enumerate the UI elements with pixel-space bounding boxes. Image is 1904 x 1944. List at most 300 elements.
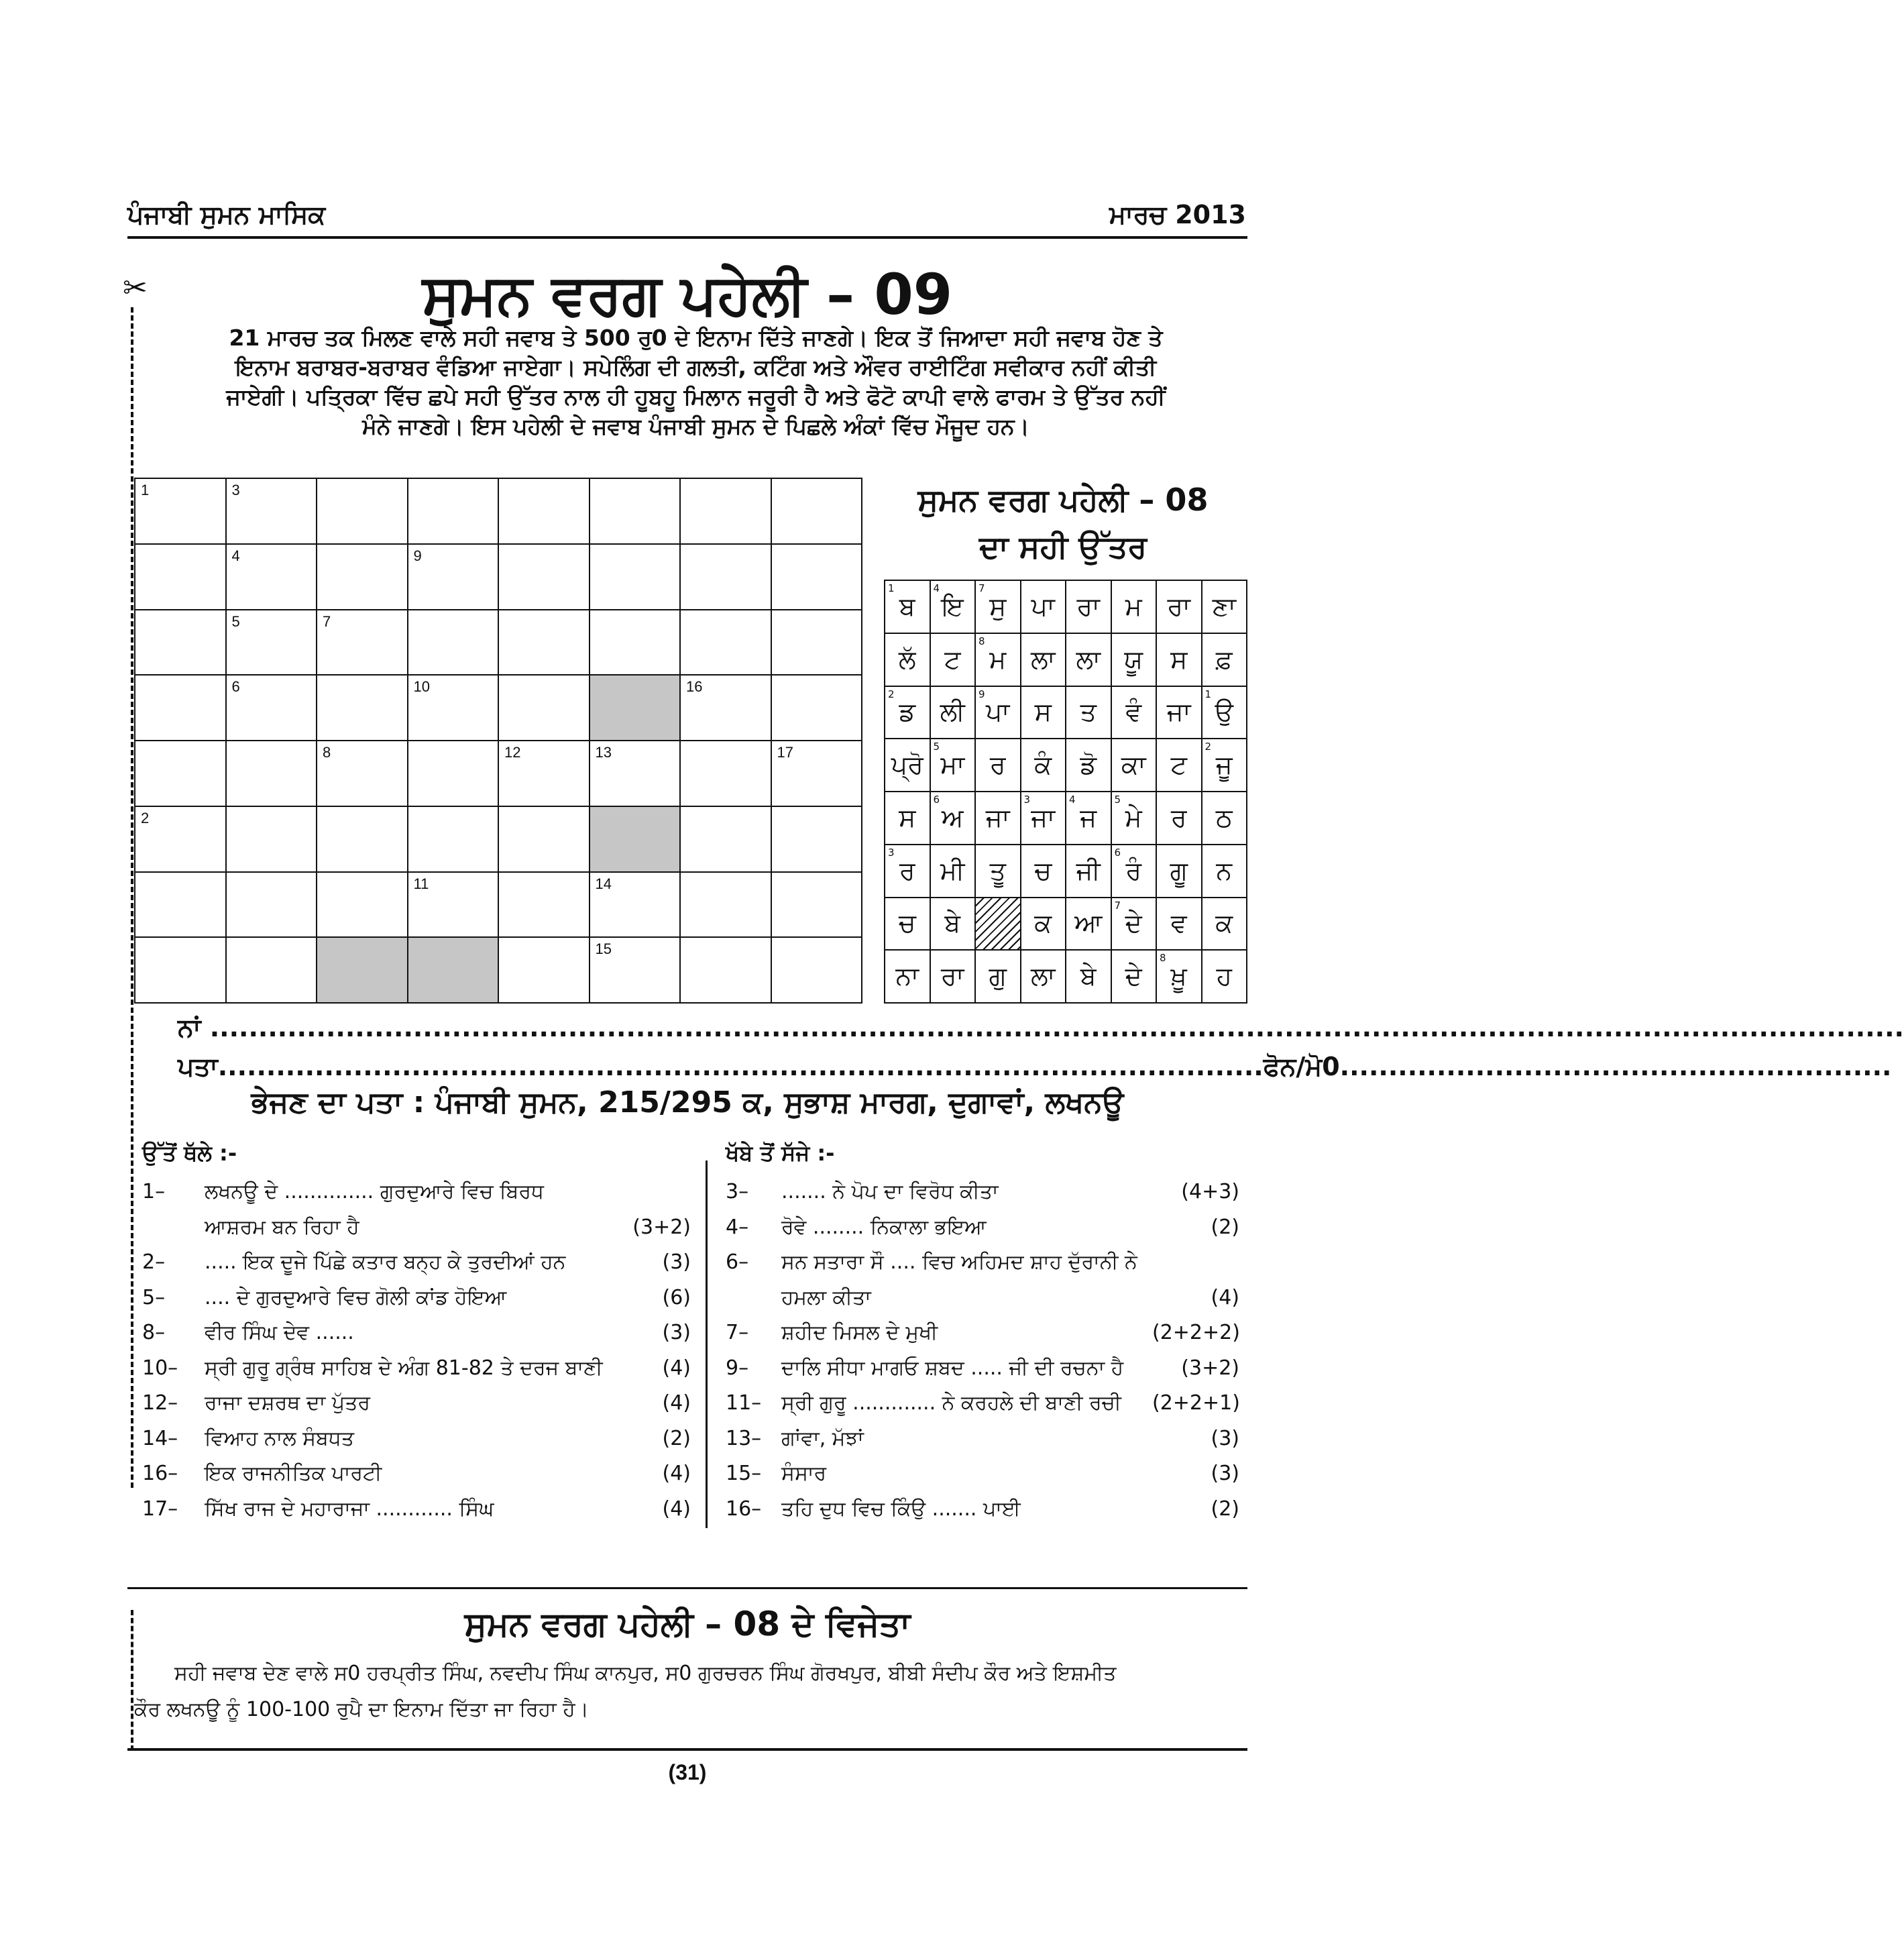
across-clue	[726, 1179, 1239, 1206]
solution-subtitle: ਦਾ ਸਹੀ ਉੱਤਰ	[979, 529, 1147, 565]
solution-letter: ਤੂ	[989, 855, 1006, 885]
solution-letter: ਬੇ	[944, 908, 961, 938]
solution-letter: ਰ	[989, 750, 1006, 780]
solution-letter: ਜ	[1080, 802, 1097, 832]
cell-number: 3	[231, 482, 240, 498]
grid-cell[interactable]	[317, 806, 408, 872]
solution-cell-number: 3	[1023, 794, 1031, 806]
clue-text: ਵਿਆਹ ਨਾਲ ਸੰਬਧਤ	[205, 1426, 354, 1450]
intro-line: ਮੰਨੇ ਜਾਣਗੇ। ਇਸ ਪਹੇਲੀ ਦੇ ਜਵਾਬ ਪੰਜਾਬੀ ਸੁਮਨ ਦੇ ਪਿਛਲੇ ਅੰਕਾਂ ਵਿੱਚ ਮੌਜੂਦ ਹਨ।	[362, 413, 1029, 439]
solution-letter: ਜੀ	[1076, 855, 1101, 885]
clue-text: ਆਸ਼ਰਮ ਬਨ ਰਿਹਾ ਹੈ	[205, 1215, 359, 1239]
name-line	[178, 1013, 1904, 1043]
clue-text: ਰੋਵੇ ........ ਨਿਕਾਲਾ ਭਇਆ	[781, 1215, 987, 1239]
solution-letter: ਰ	[1170, 802, 1187, 832]
solution-letter: ਟ	[1170, 750, 1187, 780]
solution-cell	[1156, 686, 1202, 739]
cell-number: 10	[413, 678, 430, 696]
solution-cell	[975, 580, 1021, 633]
grid-cell[interactable]	[680, 937, 771, 1003]
solution-letter: ਆ	[1074, 908, 1103, 938]
down-clue	[142, 1426, 691, 1453]
page-number: (31)	[668, 1760, 707, 1784]
solution-cell	[930, 950, 976, 1003]
grid-cell[interactable]	[771, 806, 862, 872]
down-heading: ਉੱਤੋਂ ਥੱਲੇ :-	[142, 1140, 237, 1166]
clue-length: (3)	[662, 1321, 691, 1344]
cell-number: 7	[323, 612, 331, 630]
solution-letter: ਜਾ	[1166, 697, 1191, 727]
solution-cell	[1021, 739, 1066, 792]
solution-letter: ਅ	[941, 802, 964, 832]
clue-number: 6–	[726, 1250, 749, 1274]
grid-cell[interactable]	[135, 872, 226, 938]
solution-letter: ਰਾ	[1076, 591, 1100, 621]
clue-number: 15–	[726, 1462, 762, 1485]
solution-cell	[1111, 686, 1157, 739]
clue-length: (4+3)	[1181, 1180, 1239, 1203]
grid-cell[interactable]	[680, 544, 771, 610]
solution-letter: ਕਾ	[1121, 750, 1146, 780]
solution-cell	[1111, 950, 1157, 1003]
solution-letter: ਗੁ	[989, 961, 1007, 991]
down-clue	[142, 1215, 691, 1242]
grid-cell[interactable]	[226, 478, 317, 544]
solution-cell	[1111, 845, 1157, 898]
grid-cell[interactable]	[680, 872, 771, 938]
solution-cell	[1111, 633, 1157, 686]
solution-cell-number: 6	[933, 794, 940, 806]
grid-cell[interactable]	[498, 937, 590, 1003]
intro-line: 21 ਮਾਰਚ ਤਕ ਮਿਲਣ ਵਾਲੇ ਸਹੀ ਜਵਾਬ ਤੇ 500 ਰੁ0 ਦੇ ਇਨਾਮ ਦਿੱਤੇ ਜਾਣਗੇ। ਇਕ ਤੋਂ ਜਿਆਦਾ ਸਹੀ ਜਵਾਬ ਹੋਣ ਤੇ	[229, 325, 1163, 351]
clue-text: ਇਕ ਰਾਜਨੀਤਿਕ ਪਾਰਟੀ	[205, 1462, 382, 1485]
grid-cell[interactable]	[590, 544, 681, 610]
solution-letter: ਰਾ	[1167, 591, 1190, 621]
solution-cell-number: 7	[978, 582, 985, 594]
solution-cell-number: 2	[1205, 741, 1212, 753]
grid-cell[interactable]	[771, 610, 862, 676]
solution-letter: ਬ	[899, 591, 915, 621]
solution-cell-number: 8	[1160, 952, 1166, 965]
grid-cell[interactable]	[498, 872, 590, 938]
solution-cell	[1066, 792, 1111, 845]
solution-cell-number: 4	[933, 582, 940, 594]
cell-number: 12	[504, 744, 521, 761]
solution-cell-number: 9	[978, 688, 985, 700]
phone-field[interactable]: .........................................................	[1339, 1052, 1892, 1081]
solution-letter: ਟ	[944, 644, 961, 674]
address-label: ਪਤਾ	[178, 1052, 218, 1081]
solution-cell	[1202, 845, 1247, 898]
solution-cell	[1156, 792, 1202, 845]
across-clue	[726, 1391, 1239, 1417]
grid-cell[interactable]	[226, 675, 317, 741]
grid-cell[interactable]	[135, 806, 226, 872]
grid-cell[interactable]	[771, 478, 862, 544]
grid-cell	[317, 937, 408, 1003]
solution-letter: ਯੂ	[1124, 644, 1143, 674]
clue-text: ਦਾਲਿ ਸੀਧਾ ਮਾਗਓ ਸ਼ਬਦ ..... ਜੀ ਦੀ ਰਚਨਾ ਹੈ	[781, 1356, 1124, 1380]
solution-cell	[885, 580, 930, 633]
solution-letter: ਹ	[1216, 961, 1232, 991]
clue-text: .... ਦੇ ਗੁਰਦੁਆਰੇ ਵਿਚ ਗੋਲੀ ਕਾਂਡ ਹੋਇਆ	[205, 1285, 507, 1309]
clue-length: (4)	[662, 1391, 691, 1415]
across-clue	[726, 1461, 1239, 1488]
solution-cell	[930, 845, 976, 898]
solution-letter: ਮਾ	[940, 750, 965, 780]
clue-text: ਰਾਜਾ ਦਸ਼ਰਥ ਦਾ ਪੁੱਤਰ	[205, 1391, 371, 1415]
grid-cell[interactable]	[590, 478, 681, 544]
down-clue	[142, 1497, 691, 1523]
clue-number: 13–	[726, 1426, 762, 1450]
solution-letter: ਲਾ	[1030, 961, 1056, 991]
clue-number: 8–	[142, 1321, 166, 1344]
grid-cell[interactable]	[498, 741, 590, 806]
magazine-name: ਪੰਜਾਬੀ ਸੁਮਨ ਮਾਸਿਕ	[127, 200, 326, 229]
solution-cell	[1156, 739, 1202, 792]
grid-cell[interactable]	[226, 741, 317, 806]
clue-number: 16–	[142, 1462, 178, 1485]
solution-cell	[1066, 580, 1111, 633]
grid-cell[interactable]	[317, 741, 408, 806]
clue-number: 17–	[142, 1497, 178, 1521]
grid-cell[interactable]	[317, 478, 408, 544]
solution-title: ਸੁਮਨ ਵਰਗ ਪਹੇਲੀ – 08	[917, 482, 1209, 518]
solution-cell	[1111, 898, 1157, 951]
solution-cell-number: 8	[978, 635, 985, 647]
clue-number: 11–	[726, 1391, 762, 1415]
clue-length: (3)	[662, 1250, 691, 1274]
grid-cell[interactable]	[135, 937, 226, 1003]
solution-letter: ਡ	[899, 697, 916, 727]
clue-length: (3+2)	[632, 1215, 691, 1239]
grid-cell[interactable]	[680, 675, 771, 741]
solution-cell	[1021, 686, 1066, 739]
solution-cell	[975, 686, 1021, 739]
solution-letter: ਨ	[1216, 855, 1233, 885]
clue-length: (4)	[1211, 1285, 1239, 1309]
grid-cell[interactable]	[771, 937, 862, 1003]
solution-cell-number: 5	[933, 741, 940, 753]
clue-text: ਵੀਰ ਸਿੰਘ ਦੇਵ ......	[205, 1321, 354, 1344]
solution-letter: ਪ੍ਰੋ	[891, 750, 923, 780]
solution-cell	[1066, 898, 1111, 951]
name-label: ਨਾਂ	[178, 1013, 201, 1042]
solution-letter: ਸੁ	[989, 591, 1007, 621]
grid-cell[interactable]	[771, 675, 862, 741]
solution-cell	[975, 739, 1021, 792]
clue-text: ਸ੍ਰੀ ਗੁਰੂ ਗ੍ਰੰਥ ਸਾਹਿਬ ਦੇ ਅੰਗ 81-82 ਤੇ ਦਰਜ ਬਾਣੀ	[205, 1356, 603, 1380]
solution-letter: ਚ	[898, 908, 916, 938]
grid-cell[interactable]	[590, 741, 681, 806]
solution-cell	[1111, 739, 1157, 792]
clue-length: (6)	[662, 1285, 691, 1309]
clue-length: (4)	[662, 1497, 691, 1521]
clue-number: 10–	[142, 1356, 178, 1380]
solution-letter: ਮੀ	[940, 855, 965, 885]
across-clue	[726, 1250, 1239, 1277]
solution-cell	[1156, 633, 1202, 686]
send-address: ਭੇਜਣ ਦਾ ਪਤਾ : ਪੰਜਾਬੀ ਸੁਮਨ, 215/295 ਕ, ਸੁਭਾਸ਼ ਮਾਰਗ, ਦੁਗਾਵਾਂ, ਲਖਨਊ	[251, 1085, 1124, 1120]
cell-number: 16	[686, 678, 703, 696]
cell-number: 9	[413, 547, 422, 564]
solution-cell	[930, 792, 976, 845]
grid-cell[interactable]	[226, 872, 317, 938]
solution-cell	[885, 633, 930, 686]
clue-text: ਲਖਨਊ ਦੇ .............. ਗੁਰਦੁਆਰੇ ਵਿਚ ਬਿਰਧ	[205, 1180, 544, 1203]
winners-text	[134, 1656, 1247, 1728]
cell-number: 6	[231, 678, 240, 696]
solution-letter: ਰ	[899, 855, 915, 885]
grid-cell[interactable]	[771, 872, 862, 938]
grid-cell[interactable]	[498, 478, 590, 544]
grid-cell[interactable]	[408, 806, 499, 872]
solution-letter: ਸ	[899, 802, 916, 832]
cell-number: 14	[595, 875, 612, 892]
solution-letter: ਮੇ	[1125, 802, 1142, 832]
clue-length: (3+2)	[1181, 1356, 1239, 1380]
solution-cell	[1202, 898, 1247, 951]
solution-letter: ਉ	[1215, 697, 1233, 727]
winners-line: ਕੌਰ ਲਖਨਊ ਨੂੰ 100-100 ਰੁਪੈ ਦਾ ਇਨਾਮ ਦਿੱਤਾ ਜਾ ਰਿਹਾ ਹੈ।	[134, 1698, 589, 1721]
scissors-icon: ✂	[123, 271, 148, 305]
solution-letter: ਲਾ	[1076, 644, 1101, 674]
solution-letter: ਨਾ	[895, 961, 919, 991]
grid-cell[interactable]	[408, 544, 499, 610]
grid-cell[interactable]	[590, 872, 681, 938]
address-line	[178, 1052, 1892, 1082]
grid-cell[interactable]	[135, 544, 226, 610]
solution-letter: ਡੋ	[1080, 750, 1097, 780]
solution-letter: ਸ	[1034, 697, 1052, 727]
solution-letter: ਕ	[1215, 908, 1233, 938]
solution-letter: ਖ਼ੂ	[1170, 961, 1187, 991]
clue-length: (2+2+2)	[1152, 1321, 1240, 1344]
clue-text: ਸੰਸਾਰ	[781, 1462, 827, 1485]
across-heading: ਖੱਬੇ ਤੋਂ ਸੱਜੇ :-	[726, 1140, 835, 1166]
grid-cell	[590, 675, 681, 741]
solution-letter: ਠ	[1215, 802, 1233, 832]
solution-cell	[1156, 950, 1202, 1003]
clue-length: (3)	[1211, 1426, 1239, 1450]
across-clue	[726, 1426, 1239, 1453]
grid-cell[interactable]	[135, 478, 226, 544]
solution-cell	[1021, 950, 1066, 1003]
solution-cell-number: 6	[1114, 846, 1121, 859]
grid-cell[interactable]	[771, 741, 862, 806]
solution-cell	[930, 686, 976, 739]
down-clue	[142, 1285, 691, 1312]
grid-cell	[408, 937, 499, 1003]
solution-cell-number: 4	[1069, 794, 1076, 806]
grid-cell[interactable]	[317, 675, 408, 741]
across-clue	[726, 1320, 1239, 1347]
down-clue	[142, 1461, 691, 1488]
grid-cell	[590, 806, 681, 872]
clue-length: (4)	[662, 1462, 691, 1485]
grid-cell[interactable]	[680, 741, 771, 806]
solution-grid	[884, 580, 1247, 1004]
solution-cell	[975, 845, 1021, 898]
intro-text	[144, 323, 1247, 441]
solution-letter: ਦੇ	[1125, 961, 1142, 991]
grid-cell[interactable]	[226, 937, 317, 1003]
clue-text: ਸਨ ਸਤਾਰਾ ਸੌ .... ਵਿਚ ਅਹਿਮਦ ਸ਼ਾਹ ਦੁੱਰਾਨੀ ਨੇ	[781, 1250, 1137, 1274]
column-divider	[706, 1160, 708, 1528]
cell-number: 15	[595, 940, 612, 958]
cell-number: 2	[141, 809, 150, 826]
solution-letter: ਲਾ	[1030, 644, 1056, 674]
grid-cell[interactable]	[771, 544, 862, 610]
solution-cell-number: 1	[888, 582, 895, 594]
grid-cell[interactable]	[680, 478, 771, 544]
clue-number: 16–	[726, 1497, 762, 1521]
winners-rule	[127, 1587, 1247, 1589]
winners-title: ਸੁਮਨ ਵਰਗ ਪਹੇਲੀ – 08 ਦੇ ਵਿਜੇਤਾ	[464, 1605, 911, 1643]
name-field[interactable]: ...............................................................................................................................................................................	[209, 1013, 1904, 1042]
down-clue	[142, 1356, 691, 1383]
solution-letter: ਕ	[1034, 908, 1052, 938]
cell-number: 17	[777, 744, 793, 761]
down-clue	[142, 1179, 691, 1206]
puzzle-title: ਸੁਮਨ ਵਰਗ ਪਹੇਲੀ – 09	[422, 262, 953, 327]
crossword-grid	[134, 478, 862, 1004]
solution-letter: ਮ	[989, 644, 1007, 674]
phone-label: ਫੋਨ/ਮੋ0	[1263, 1052, 1340, 1081]
solution-letter: ਜਾ	[1031, 802, 1056, 832]
solution-cell	[930, 739, 976, 792]
solution-cell	[975, 633, 1021, 686]
solution-letter: ਕੰ	[1034, 750, 1052, 780]
solution-cell-number: 5	[1114, 794, 1121, 806]
grid-cell[interactable]	[226, 544, 317, 610]
grid-cell[interactable]	[408, 675, 499, 741]
solution-letter: ਚ	[1034, 855, 1052, 885]
solution-letter: ਲੱ	[898, 644, 916, 674]
solution-cell	[975, 792, 1021, 845]
clue-length: (2)	[1211, 1497, 1239, 1521]
intro-line: ਇਨਾਮ ਬਰਾਬਰ-ਬਰਾਬਰ ਵੰਡਿਆ ਜਾਏਗਾ। ਸਪੇਲਿੰਗ ਦੀ ਗਲਤੀ, ਕਟਿੰਗ ਅਤੇ ਔਵਰ ਰਾਈਟਿੰਗ ਸਵੀਕਾਰ ਨਹੀਂ ਕੀਤੀ	[235, 354, 1157, 380]
solution-letter: ਜੂ	[1215, 750, 1233, 780]
clue-number: 9–	[726, 1356, 749, 1380]
solution-letter: ਗੂ	[1170, 855, 1188, 885]
clue-length: (2)	[1211, 1215, 1239, 1239]
solution-cell-number: 1	[1205, 688, 1212, 700]
grid-cell[interactable]	[317, 610, 408, 676]
solution-letter: ਦੇ	[1125, 908, 1142, 938]
solution-letter: ਇ	[941, 591, 964, 621]
clue-number: 7–	[726, 1321, 749, 1344]
clue-number: 12–	[142, 1391, 178, 1415]
solution-cell	[885, 898, 930, 951]
solution-cell	[1202, 580, 1247, 633]
grid-cell[interactable]	[135, 741, 226, 806]
grid-cell[interactable]	[590, 610, 681, 676]
grid-cell[interactable]	[317, 872, 408, 938]
solution-letter: ਰਾ	[941, 961, 964, 991]
solution-cell-number: 3	[888, 846, 895, 859]
solution-cell	[885, 686, 930, 739]
solution-letter: ਪਾ	[1031, 591, 1055, 621]
solution-cell	[1202, 792, 1247, 845]
cell-number: 8	[323, 744, 331, 761]
clue-text: ਸ੍ਰੀ ਗੁਰੂ ............. ਨੇ ਕਰਹਲੇ ਦੀ ਬਾਣੀ ਰਚੀ	[781, 1391, 1121, 1415]
grid-cell[interactable]	[408, 478, 499, 544]
solution-cell	[885, 845, 930, 898]
address-field[interactable]: ............................................................................................................	[217, 1052, 1264, 1081]
across-clue	[726, 1285, 1239, 1312]
solution-cell	[1066, 739, 1111, 792]
down-clue	[142, 1250, 691, 1277]
clue-text: ਹਮਲਾ ਕੀਤਾ	[781, 1285, 871, 1309]
solution-cell	[1202, 633, 1247, 686]
clue-length: (4)	[662, 1356, 691, 1380]
solution-letter: ਲੀ	[940, 697, 965, 727]
solution-cell-number: 7	[1114, 899, 1121, 912]
clue-text: ....... ਨੇ ਪੋਪ ਦਾ ਵਿਰੋਧ ਕੀਤਾ	[781, 1180, 999, 1203]
solution-cell	[885, 792, 930, 845]
solution-cell	[1021, 898, 1066, 951]
clue-text: ਸਿੱਖ ਰਾਜ ਦੇ ਮਹਾਰਾਜਾ ............ ਸਿੰਘ	[205, 1497, 494, 1521]
grid-cell[interactable]	[408, 610, 499, 676]
solution-cell	[1066, 845, 1111, 898]
intro-line: ਜਾਏਗੀ। ਪਤ੍ਰਿਕਾ ਵਿੱਚ ਛਪੇ ਸਹੀ ਉੱਤਰ ਨਾਲ ਹੀ ਹੂਬਹੂ ਮਿਲਾਨ ਜਰੂਰੀ ਹੈ ਅਤੇ ਫੋਟੋ ਕਾਪੀ ਵਾਲੇ ਫਾਰਮ ਤੇ ਉੱਤਰ ਨਹੀਂ	[226, 384, 1166, 410]
grid-cell[interactable]	[498, 610, 590, 676]
grid-cell[interactable]	[317, 544, 408, 610]
solution-cell	[1066, 686, 1111, 739]
solution-letter: ਤ	[1080, 697, 1097, 727]
grid-cell[interactable]	[498, 544, 590, 610]
grid-cell[interactable]	[226, 610, 317, 676]
clue-number: 1–	[142, 1180, 166, 1203]
grid-cell[interactable]	[498, 675, 590, 741]
down-clue	[142, 1320, 691, 1347]
solution-cell	[1156, 845, 1202, 898]
cell-number: 5	[231, 612, 240, 630]
solution-cell	[1066, 950, 1111, 1003]
cell-number: 1	[141, 482, 150, 498]
grid-cell[interactable]	[408, 741, 499, 806]
grid-cell[interactable]	[226, 806, 317, 872]
solution-cell	[1066, 633, 1111, 686]
grid-cell[interactable]	[498, 806, 590, 872]
grid-cell[interactable]	[135, 610, 226, 676]
cut-line-upper	[131, 307, 133, 1488]
solution-cell	[930, 633, 976, 686]
solution-letter: ਪਾ	[986, 697, 1010, 727]
clue-text: ਤਹਿ ਦੁਧ ਵਿਚ ਕਿੰਉ ....... ਪਾਈ	[781, 1497, 1021, 1521]
grid-cell[interactable]	[680, 806, 771, 872]
across-clue	[726, 1215, 1239, 1242]
grid-cell[interactable]	[135, 675, 226, 741]
solution-letter: ਵੰ	[1125, 697, 1142, 727]
solution-letter: ਜਾ	[985, 802, 1010, 832]
solution-cell-number: 2	[888, 688, 895, 700]
grid-cell[interactable]	[408, 872, 499, 938]
solution-letter: ਵ	[1170, 908, 1187, 938]
solution-cell	[1111, 580, 1157, 633]
grid-cell[interactable]	[590, 937, 681, 1003]
grid-cell[interactable]	[680, 610, 771, 676]
solution-cell	[1156, 580, 1202, 633]
solution-letter: ਬੇ	[1080, 961, 1097, 991]
solution-cell	[975, 950, 1021, 1003]
solution-cell	[930, 580, 976, 633]
clue-text: ..... ਇਕ ਦੂਜੇ ਪਿੱਛੇ ਕਤਾਰ ਬਨ੍ਹ ਕੇ ਤੁਰਦੀਆਂ ਹਨ	[205, 1250, 566, 1274]
solution-cell	[1021, 580, 1066, 633]
solution-cell	[1202, 686, 1247, 739]
clue-number: 4–	[726, 1215, 749, 1239]
